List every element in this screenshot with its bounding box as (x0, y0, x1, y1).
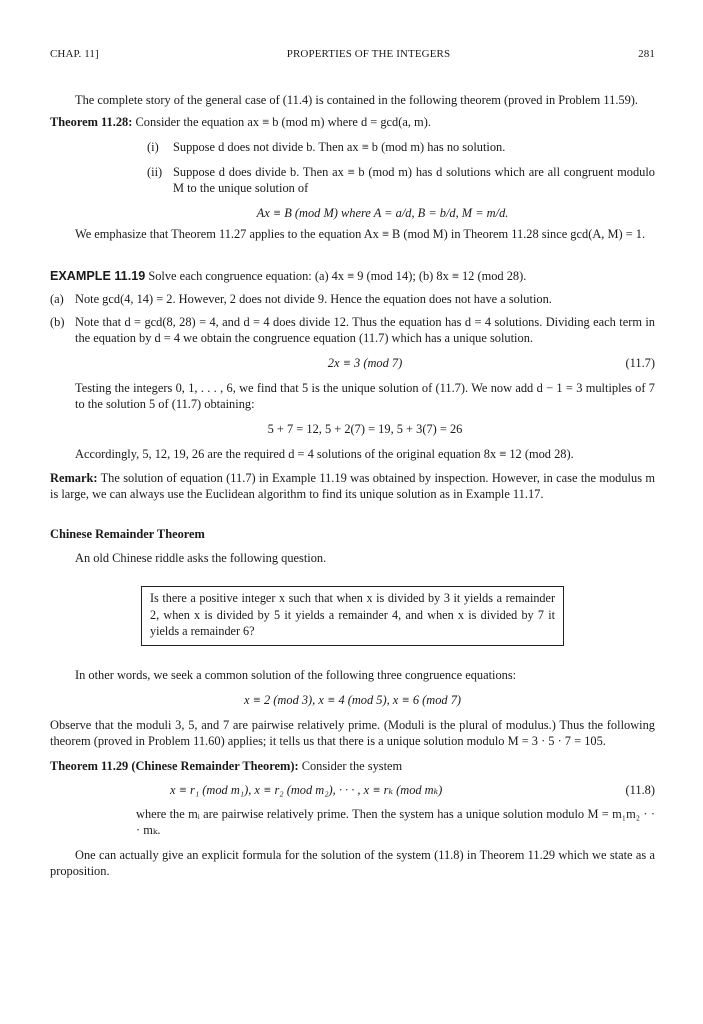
emphasize-paragraph: We emphasize that Theorem 11.27 applies to the equation Ax ≡ B (mod M) in Theorem 11.28 since gcd(A, M) = 1. (75, 227, 646, 241)
sums-equation: 5 + 7 = 12, 5 + 2(7) = 19, 5 + 3(7) = 26 (267, 422, 463, 436)
part-b-label: (b) (50, 315, 65, 329)
final-paragraph: One can actually give an explicit formula for the solution of the system (11.8) in Theorem 11.29 which we state as a proposition. (50, 847, 655, 878)
example-conclusion: Accordingly, 5, 12, 19, 26 are the required d = 4 solutions of the original equation 8x ≡ 12 (mod 28). (75, 447, 574, 461)
page (50, 46, 655, 879)
theorem-11-29-statement: Consider the system (301, 758, 403, 773)
remark (50, 470, 655, 502)
part-a-label: (a) (50, 292, 64, 306)
riddle-box: Is there a positive integer x such that when x is divided by 3 it yields a remainder 2, when x is divided by 5 it yields a remainder 4, and when x is divided by 7 it yields a remainder 6? (141, 586, 564, 646)
theorem-11-29-system-row (50, 782, 655, 798)
theorem-case-ii (50, 164, 655, 196)
riddle-intro: An old Chinese riddle asks the following question. (75, 551, 327, 565)
remark-label: Remark: (50, 471, 98, 485)
in-other-words: In other words, we seek a common solution of the following three congruence equations: (75, 667, 517, 682)
intro-paragraph: The complete story of the general case of (11.4) is contained in the following theorem (proved in Problem 11.59). (75, 93, 639, 107)
riddle-box-wrapper (50, 586, 655, 646)
equation-11-8-number: (11.8) (625, 782, 655, 797)
example-part-a (50, 291, 655, 307)
case-ii-text: Suppose d does divide b. Then ax ≡ b (mod m) has d solutions which are all congruent modulo M to the unique solution of (173, 165, 655, 195)
header-title: PROPERTIES OF THE INTEGERS (286, 48, 451, 60)
testing-paragraph: Testing the integers 0, 1, . . . , 6, we find that 5 is the unique solution of (11.7). We now add d − 1 = 3 multiples of 7 to the solution 5 of (11.7) obtaining: (75, 381, 655, 411)
theorem-11-28 (50, 114, 655, 130)
theorem-11-28-equation: Ax ≡ B (mod M) where A = a/d, B = b/d, M = m/d. (256, 206, 509, 220)
example-11-19 (50, 268, 655, 284)
theorem-11-29-label: Theorem 11.29 (Chinese Remainder Theorem): (50, 758, 299, 773)
remark-text: The solution of equation (11.7) in Example 11.19 was obtained by inspection. However, in case the modulus m is large, we can always use the Euclidean algorithm to find its unique solution as in Example 11.17. (50, 471, 655, 501)
part-a-text: Note gcd(4, 14) = 2. However, 2 does not divide 9. Hence the equation does not have a solution. (75, 292, 552, 306)
part-b-text: Note that d = gcd(8, 28) = 4, and d = 4 does divide 12. Thus the equation has d = 4 solutions. Dividing each term in the equation by d = 4 we obtain the congruence equation (11.7) which has a unique solution. (75, 315, 655, 345)
theorem-11-29-conclusion: where the mᵢ are pairwise relatively prime. Then the system has a unique solution modulo M = m₁m₂ · · · mₖ. (136, 806, 655, 837)
equation-11-7-row (50, 355, 655, 371)
theorem-11-29 (50, 758, 655, 774)
theorem-11-28-label: Theorem 11.28: (50, 115, 133, 129)
page-number: 281 (638, 48, 655, 60)
example-label: EXAMPLE 11.19 (50, 269, 146, 283)
section-title-crt: Chinese Remainder Theorem (50, 527, 205, 541)
example-statement: Solve each congruence equation: (a) 4x ≡ 9 (mod 14); (b) 8x ≡ 12 (mod 28). (148, 269, 527, 283)
running-header (50, 46, 655, 62)
case-i-label: (i) (147, 140, 159, 154)
theorem-11-29-system: x ≡ r₁ (mod m₁), x ≡ r₂ (mod m₂), · · · , x ≡ rₖ (mod mₖ) (170, 782, 443, 797)
equation-11-7: 2x ≡ 3 (mod 7) (327, 356, 403, 370)
case-i-text: Suppose d does not divide b. Then ax ≡ b (mod m) has no solution. (173, 140, 506, 154)
chapter-label: CHAP. 11] (50, 48, 99, 60)
case-ii-label: (ii) (147, 165, 163, 179)
equation-11-7-number: (11.7) (625, 356, 655, 370)
observe-paragraph: Observe that the moduli 3, 5, and 7 are pairwise relatively prime. (Moduli is the plural of modulus.) Thus the following theorem (proved in Problem 11.60) applies; it tells us that there is a unique solution modulo M = 3 · 5 · 7 = 105. (50, 717, 655, 748)
crt-congruences: x ≡ 2 (mod 3), x ≡ 4 (mod 5), x ≡ 6 (mod 7) (243, 692, 462, 707)
theorem-11-28-statement: Consider the equation ax ≡ b (mod m) where d = gcd(a, m). (135, 115, 431, 129)
example-part-b (50, 314, 655, 346)
theorem-case-i (50, 139, 655, 155)
